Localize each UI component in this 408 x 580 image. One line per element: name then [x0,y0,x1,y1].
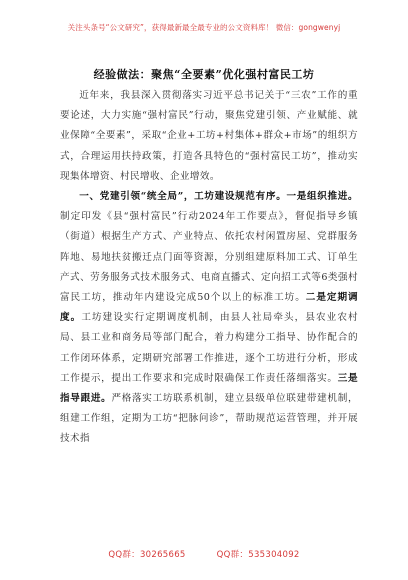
paragraph-text: 制定印发《县“强村富民”行动2024年工作要点》，督促指导乡镇（街道）根据生产方式、产业特点、依托农村闲置房屋、党群服务阵地、易地扶贫搬迁点门面等资源，分别组建原料加工式、订单生产式、劳务服务式技术服务式、电商直播式、定向招工式等6类强村富民工坊，推动年内建设完成50个以上的标准工坊。 [60,211,358,304]
paragraph-text: 工坊建设实行定期调度机制，由县人社局牵头，县农业农村局、县工业和商务局等部门配合，着力构建分工指导、协作配合的工作闭环体系，定期研究部署工作推进，逐个工坊进行分析，形成工作提示，提出工作要求和完成时限确保工作责任落细落实。 [60,312,358,384]
footer-qq-group-2: QQ群：535304092 [216,550,300,560]
document-body [60,86,358,450]
paragraph-text: 近年来，我县深入贯彻落实习近平总书记关于“三农”工作的重要论述，大力实施“强村富民”行动，聚焦党建引领、产业赋能、就业保障“全要素”，采取“企业+工坊+村集体+群众+市场”的组织方式，合理运用扶持政策，打造各具特色的“强村富民工坊”，推动实现集体增资、村民增收、企业增效。 [60,90,358,182]
paragraph-section-one [60,187,358,450]
footer-qq-group-1: QQ群：30265665 [108,550,186,560]
footer-contacts [0,548,408,560]
header-banner: 关注头条号“公文研究”，获得最新最全最专业的公文资料库！ 微信：gongwenyj [67,23,341,32]
section-heading: 一、党建引领“统全局”，工坊建设规范有序。一是组织推进。 [79,191,358,203]
document-title: 经验做法：聚焦“全要素”优化强村富民工坊 [93,68,315,81]
subheading-guidance-followup: 三是指导跟进。 [60,372,358,405]
paragraph-intro [60,86,358,187]
subheading-periodic-scheduling: 二是定期调度。 [60,292,358,324]
paragraph-text: 严格落实工坊联系机制，建立县级单位联建带建机制，组建工作组，定期为工坊“把脉问诊”，帮助规范运营管理，并开展技术指 [60,393,358,445]
